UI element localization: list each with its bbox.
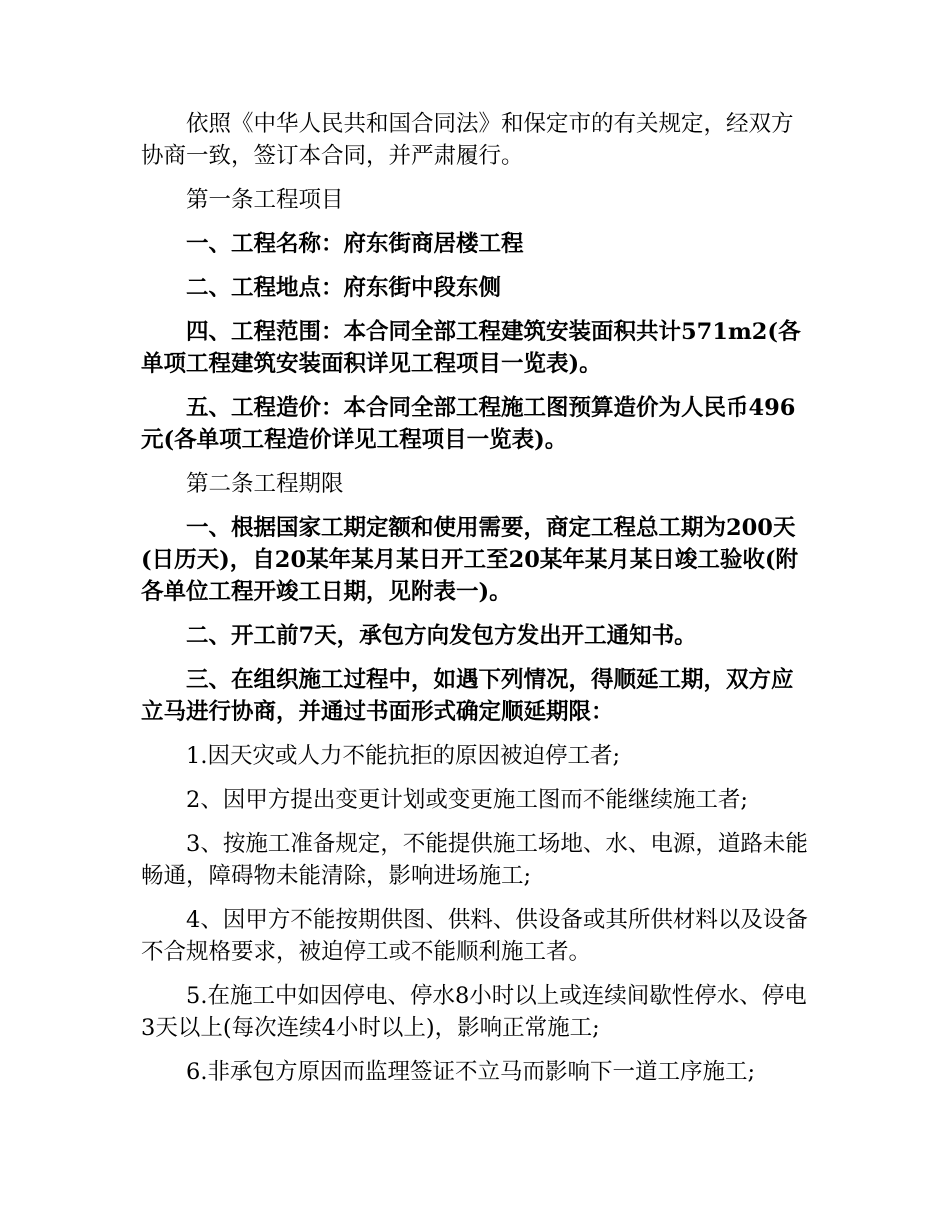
term-clause-3: 三、在组织施工过程中，如遇下列情况，得顺延工期，双方应立马进行协商，并通过书面形式确定顺延期限：: [141, 667, 794, 725]
delay-item-3: 3、按施工准备规定，不能提供施工场地、水、电源，道路未能畅通，障碍物未能清除，影响进场施工;: [141, 831, 808, 889]
article-two-heading: 第二条工程期限: [186, 471, 344, 497]
project-location: 二、工程地点：府东街中段东侧: [186, 275, 502, 301]
delay-item-1: 1.因天灾或人力不能抗拒的原因被迫停工者;: [186, 743, 621, 769]
project-name: 一、工程名称：府东街商居楼工程: [186, 231, 524, 257]
project-cost: 五、工程造价：本合同全部工程施工图预算造价为人民币496元(各单项工程造价详见工程项目一览表)。: [141, 395, 796, 453]
document-page: [141, 108, 811, 1100]
delay-item-5: 5.在施工中如因停电、停水8小时以上或连续间歇性停水、停电3天以上(每次连续4小时以上)，影响正常施工;: [141, 983, 807, 1041]
term-clause-2: 二、开工前7天，承包方向发包方发出开工通知书。: [186, 623, 697, 649]
delay-item-2: 2、因甲方提出变更计划或变更施工图而不能继续施工者;: [186, 787, 748, 813]
intro-paragraph: 依照《中华人民共和国合同法》和保定市的有关规定，经双方协商一致，签订本合同，并严肃履行。: [141, 111, 794, 169]
article-one-heading: 第一条工程项目: [186, 187, 344, 213]
delay-item-4: 4、因甲方不能按期供图、供料、供设备或其所供材料以及设备不合规格要求，被迫停工或不能顺利施工者。: [141, 907, 808, 965]
project-scope: 四、工程范围：本合同全部工程建筑安装面积共计571m2(各单项工程建筑安装面积详见工程项目一览表)。: [141, 319, 801, 377]
delay-item-6: 6.非承包方原因而监理签证不立马而影响下一道工序施工;: [186, 1059, 756, 1085]
term-clause-1: 一、根据国家工期定额和使用需要，商定工程总工期为200天(日历天)，自20某年某月某日开工至20某年某月某日竣工验收(附各单位工程开竣工日期，见附表一)。: [141, 515, 799, 605]
